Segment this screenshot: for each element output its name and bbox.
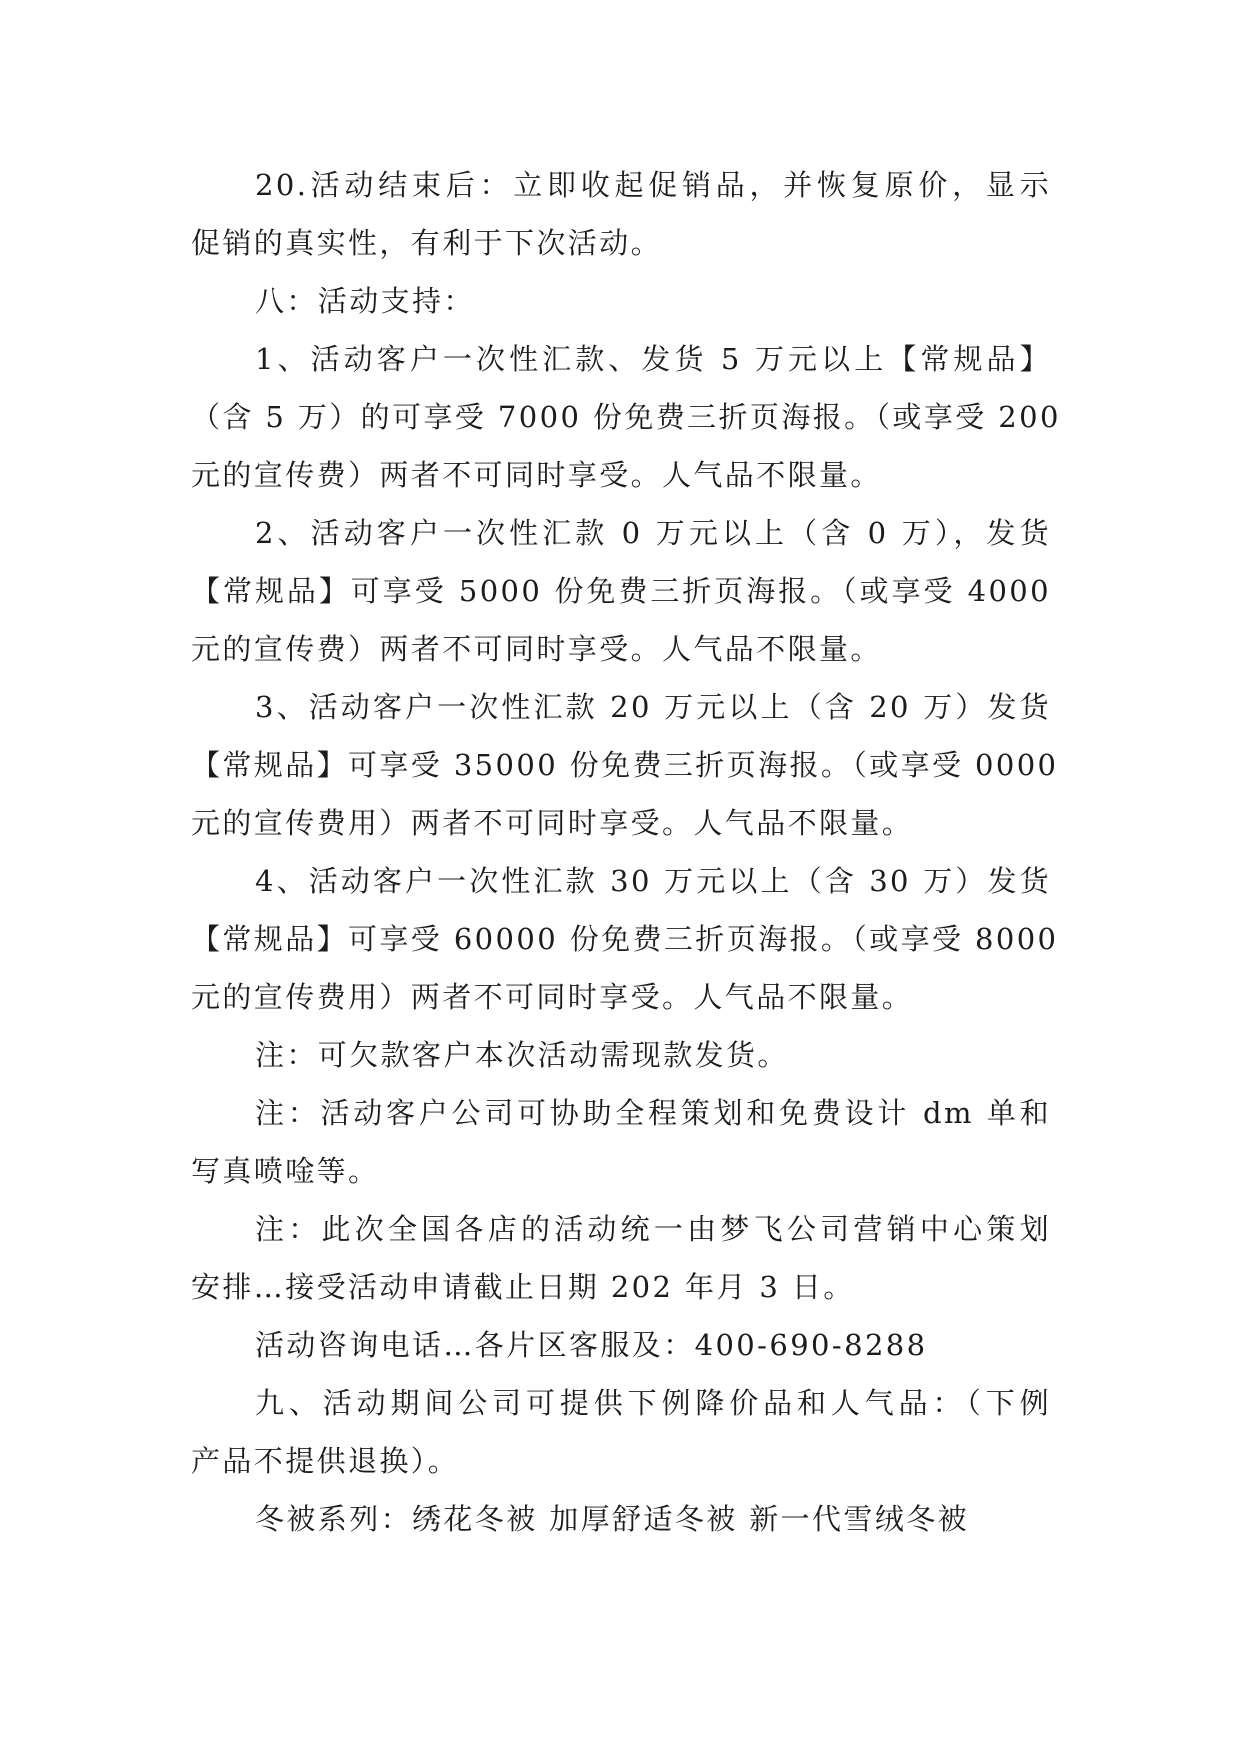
support-item-4-line-2: 【常规品】可享受 60000 份免费三折页海报。（或享受 8000 [191,922,1059,956]
section-9-line-1: 九、活动期间公司可提供下例降价品和人气品：（下例 [255,1386,1051,1420]
paragraph-20-line-2: 促销的真实性，有利于下次活动。 [191,226,663,260]
note-3-line-1: 注：此次全国各店的活动统一由梦飞公司营销中心策划 [255,1212,1051,1246]
paragraph-20-line-1: 20.活动结束后：立即收起促销品，并恢复原价，显示 [255,168,1051,202]
section-8-heading: 八：活动支持： [255,284,475,318]
support-item-3-line-1: 3、活动客户一次性汇款 20 万元以上（含 20 万）发货 [255,690,1051,724]
winter-quilt-series: 冬被系列：绣花冬被 加厚舒适冬被 新一代雪绒冬被 [255,1502,970,1536]
consult-phone: 活动咨询电话…各片区客服及：400-690-8288 [255,1328,928,1362]
support-item-4-line-1: 4、活动客户一次性汇款 30 万元以上（含 30 万）发货 [255,864,1051,898]
section-9-line-2: 产品不提供退换）。 [191,1444,460,1478]
support-item-2-line-1: 2、活动客户一次性汇款 0 万元以上（含 0 万），发货 [255,516,1051,550]
support-item-2-line-3: 元的宣传费）两者不可同时享受。人气品不限量。 [191,632,882,666]
support-item-1-line-3: 元的宣传费）两者不可同时享受。人气品不限量。 [191,458,882,492]
support-item-3-line-3: 元的宣传费用）两者不可同时享受。人气品不限量。 [191,806,914,840]
note-1: 注：可欠款客户本次活动需现款发货。 [255,1038,789,1072]
support-item-4-line-3: 元的宣传费用）两者不可同时享受。人气品不限量。 [191,980,914,1014]
document-page [191,156,1061,1548]
support-item-2-line-2: 【常规品】可享受 5000 份免费三折页海报。（或享受 4000 [191,574,1051,608]
note-2-line-1: 注：活动客户公司可协助全程策划和免费设计 dm 单和 [255,1096,1051,1130]
support-item-3-line-2: 【常规品】可享受 35000 份免费三折页海报。（或享受 0000 [191,748,1059,782]
support-item-1-line-1: 1、活动客户一次性汇款、发货 5 万元以上【常规品】 [255,342,1051,376]
support-item-1-line-2: （含 5 万）的可享受 7000 份免费三折页海报。（或享受 200 [191,400,1061,434]
note-2-line-2: 写真喷唫等。 [191,1154,380,1188]
note-3-line-2: 安排…接受活动申请截止日期 202 年月 3 日。 [191,1270,855,1304]
